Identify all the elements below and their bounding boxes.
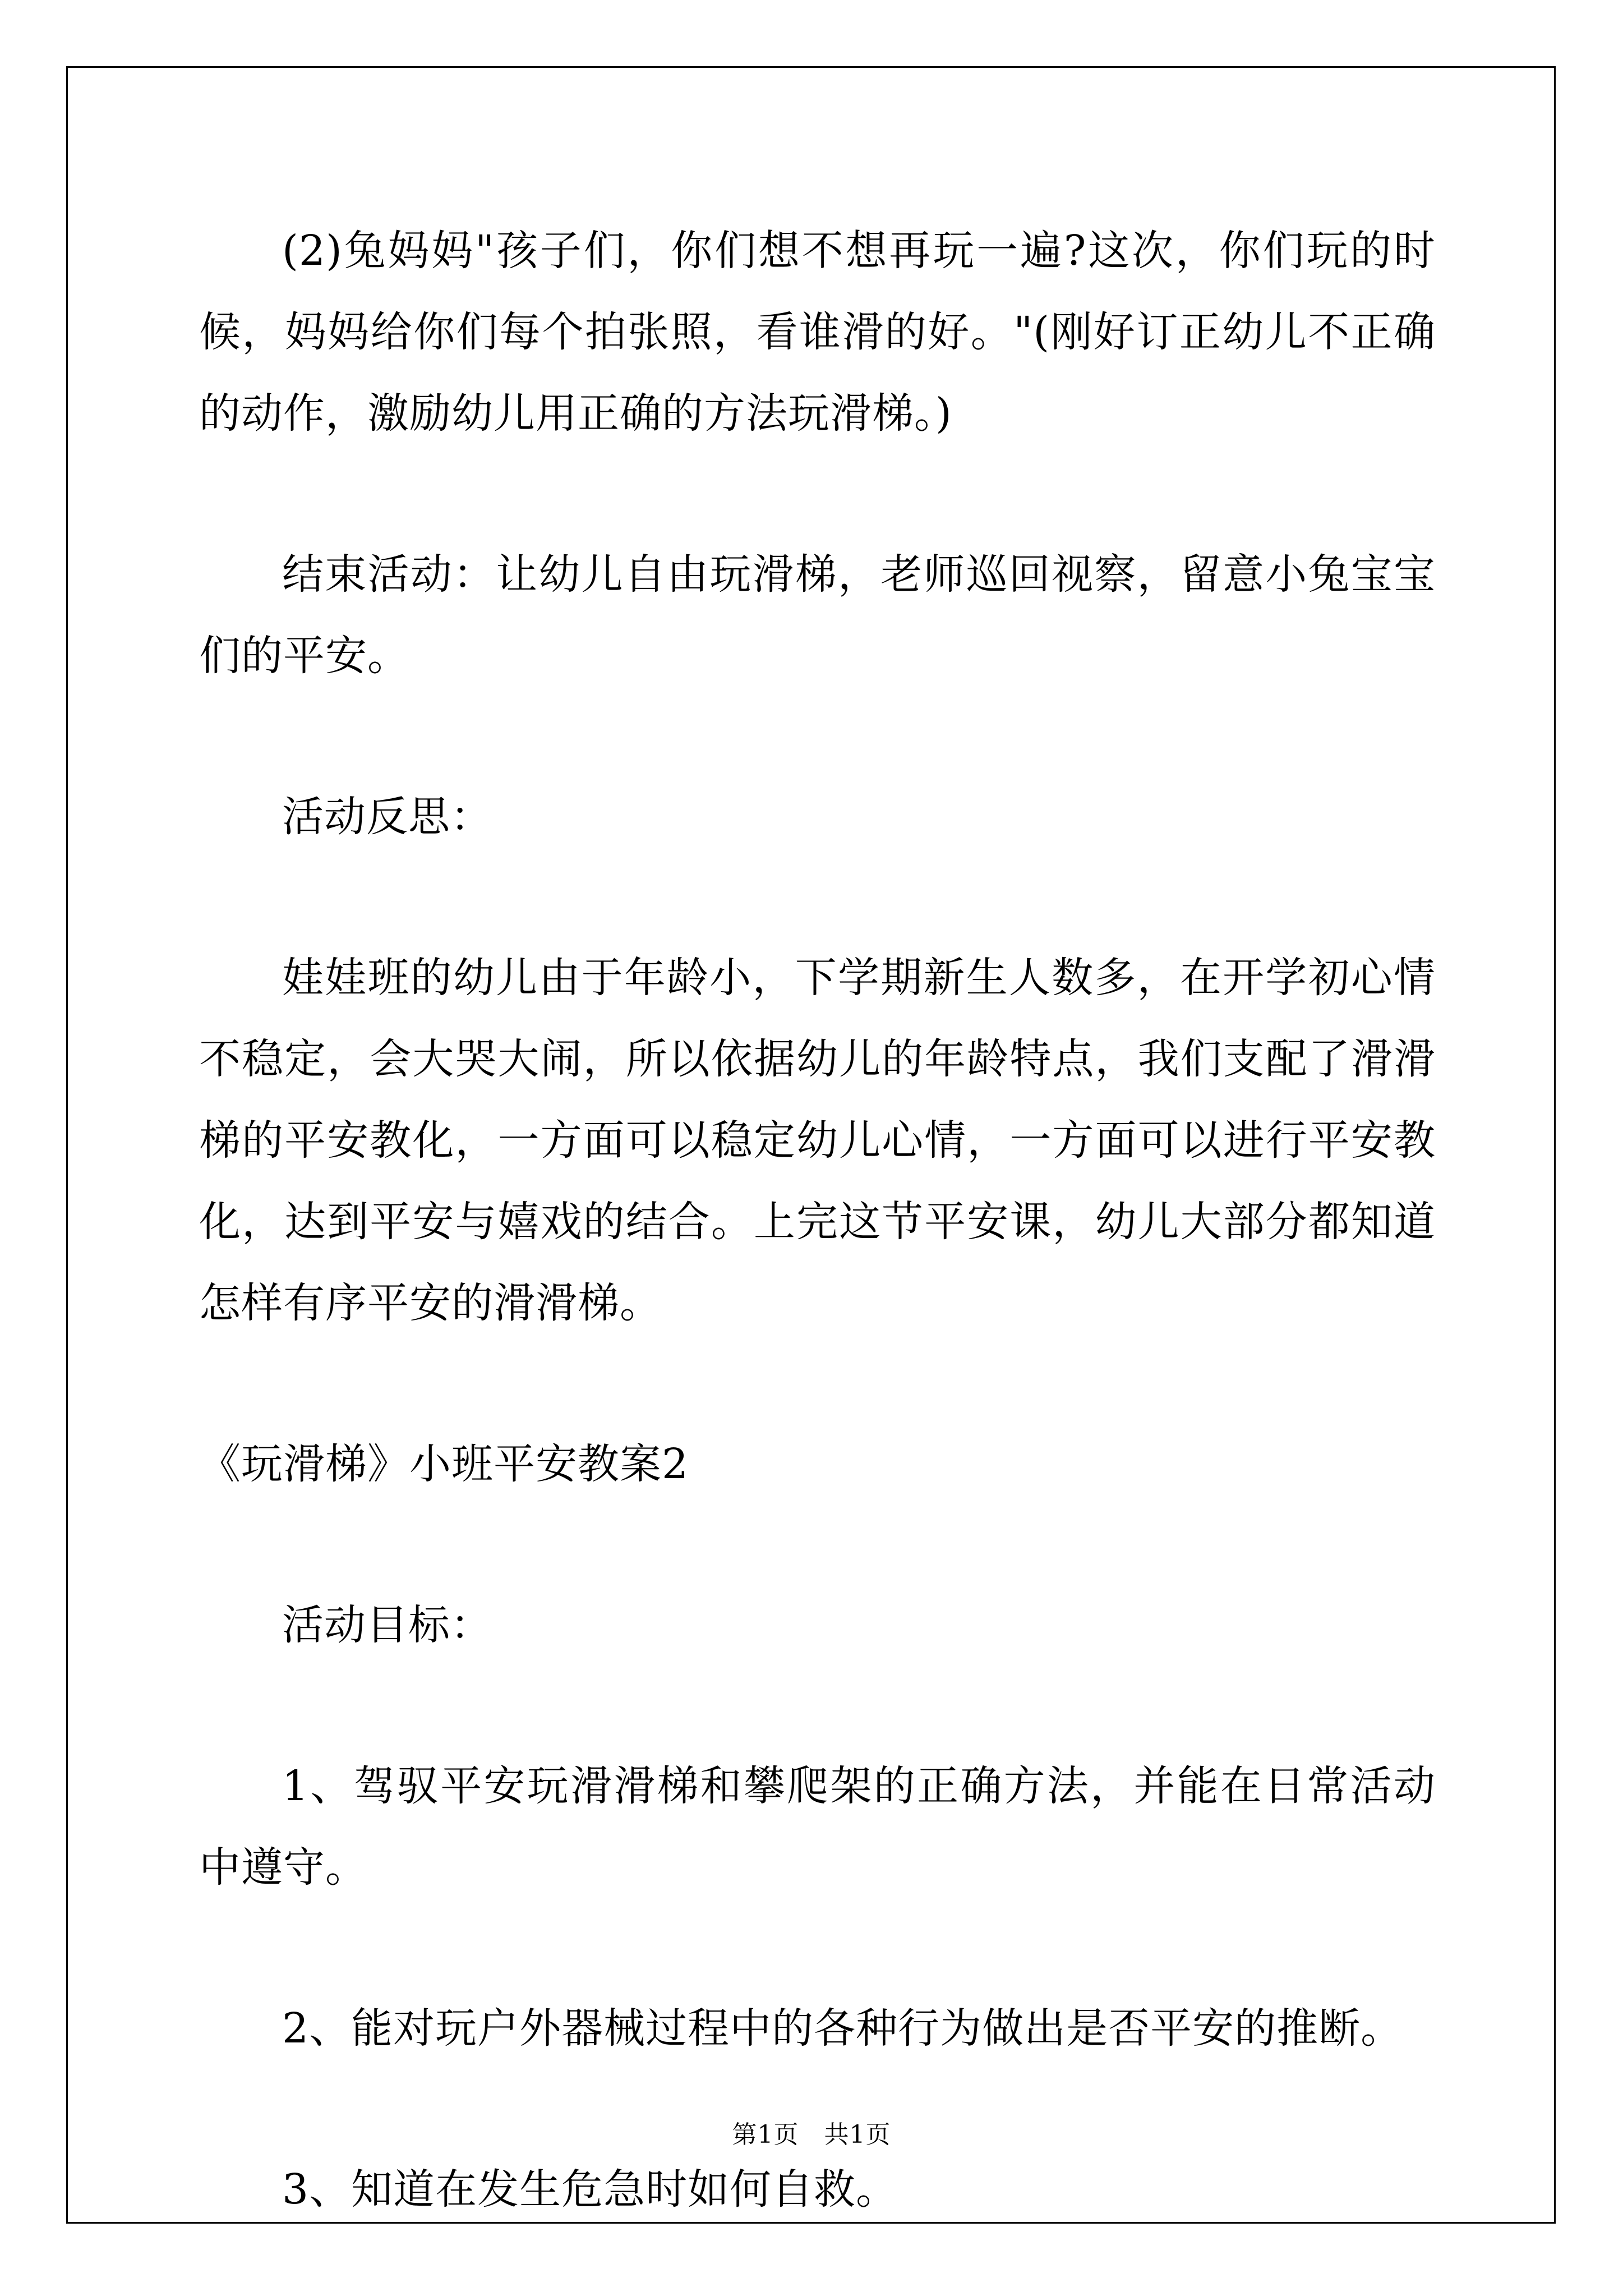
paragraph-reflection-label: 活动反思：	[282, 793, 492, 841]
section-title: 《玩滑梯》小班平安教案2	[199, 1440, 689, 1488]
paragraph-reflection: 娃娃班的幼儿由于年龄小，下学期新生人数多，在开学初心情不稳定，会大哭大闹，所以依据幼儿的年龄特点，我们支配了滑滑梯的平安教化，一方面可以稳定幼儿心情，一方面可以进行平安教化，达到平安与嬉戏的结合。上完这节平安课，幼儿大部分都知道怎样有序平安的滑滑梯。	[199, 954, 1436, 1327]
paragraph-goal-2: 2、能对玩户外器械过程中的各种行为做出是否平安的推断。	[282, 2004, 1403, 2053]
paragraph-end-activity: 结束活动：让幼儿自由玩滑梯，老师巡回视察，留意小兔宝宝们的平安。	[199, 550, 1436, 680]
paragraph-goals-label: 活动目标：	[282, 1601, 492, 1649]
paragraph-goal-1: 1、驾驭平安玩滑滑梯和攀爬架的正确方法，并能在日常活动中遵守。	[199, 1762, 1436, 1892]
document-body	[199, 210, 1436, 2230]
page-number-footer: 第1页 共1页	[732, 2120, 891, 2149]
paragraph-rabbit-mother: (2)兔妈妈"孩子们，你们想不想再玩一遍?这次，你们玩的时候，妈妈给你们每个拍张照，看谁滑的好。"(刚好订正幼儿不正确的动作，激励幼儿用正确的方法玩滑梯。)	[199, 227, 1436, 438]
paragraph-goal-3: 3、知道在发生危急时如何自救。	[282, 2165, 898, 2214]
